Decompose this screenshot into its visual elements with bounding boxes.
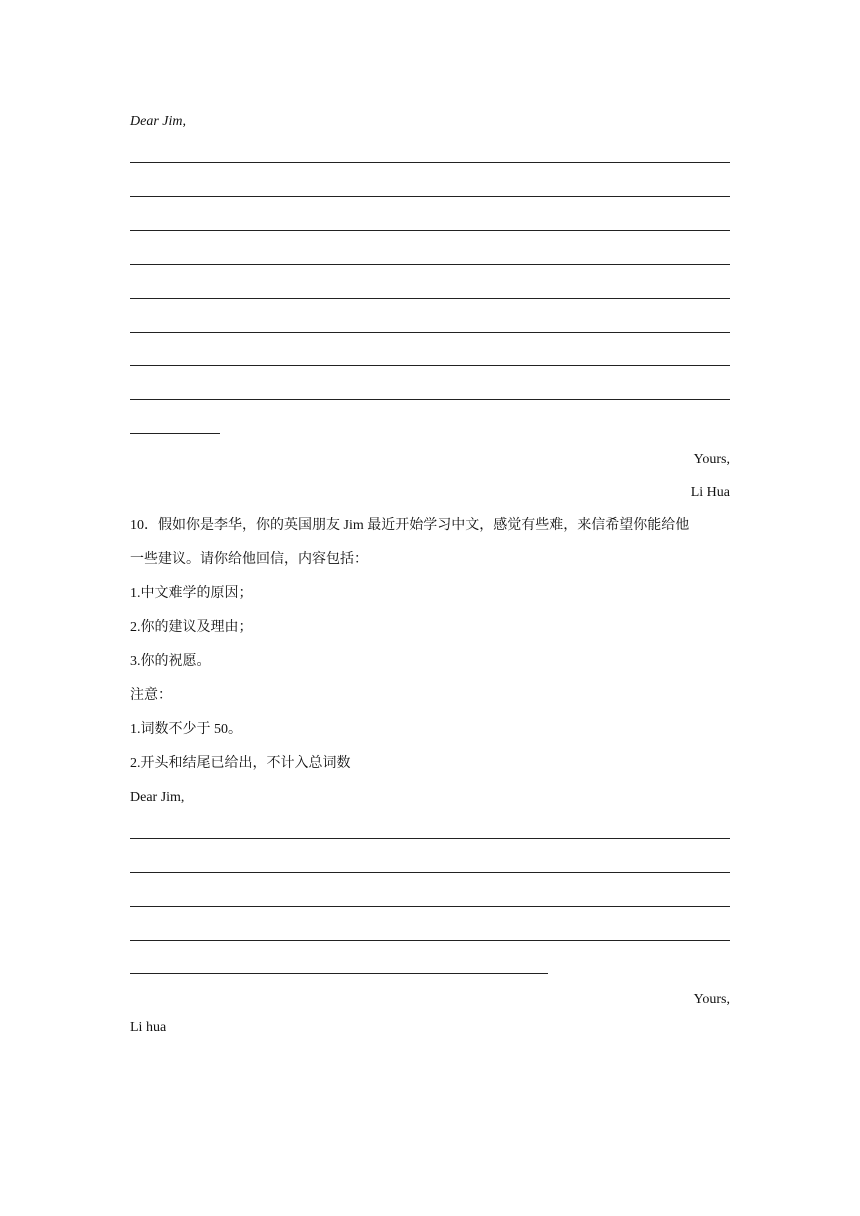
answer-line [130,838,730,839]
answer-line [130,298,730,299]
signature-2: Li hua [130,1020,167,1035]
answer-line [130,906,730,907]
salutation-1: Dear Jim, [130,114,186,129]
note-item: 1.词数不少于 50。 [130,722,242,737]
answer-line [130,264,730,265]
answer-line [130,365,730,366]
question-text-line1: 10．假如你是李华，你的英国朋友 Jim 最近开始学习中文，感觉有些难，来信希望你能给他 [130,518,690,533]
question-point: 3.你的祝愿。 [130,654,211,669]
question-text-line2: 一些建议。请你给他回信，内容包括： [130,552,368,567]
answer-line [130,196,730,197]
answer-line [130,872,730,873]
question-point: 1.中文难学的原因； [130,586,253,601]
answer-line [130,162,730,163]
answer-line-short [130,433,220,434]
answer-line [130,230,730,231]
signature-1: Li Hua [690,485,730,500]
answer-line [130,940,730,941]
note-heading: 注意： [130,688,172,703]
closing-1: Yours, [693,452,730,467]
note-item: 2.开头和结尾已给出，不计入总词数 [130,756,351,771]
answer-line [130,399,730,400]
question-point: 2.你的建议及理由； [130,620,253,635]
salutation-2: Dear Jim, [130,790,185,805]
answer-line-short [130,973,548,974]
closing-2: Yours, [693,992,730,1007]
answer-line [130,332,730,333]
